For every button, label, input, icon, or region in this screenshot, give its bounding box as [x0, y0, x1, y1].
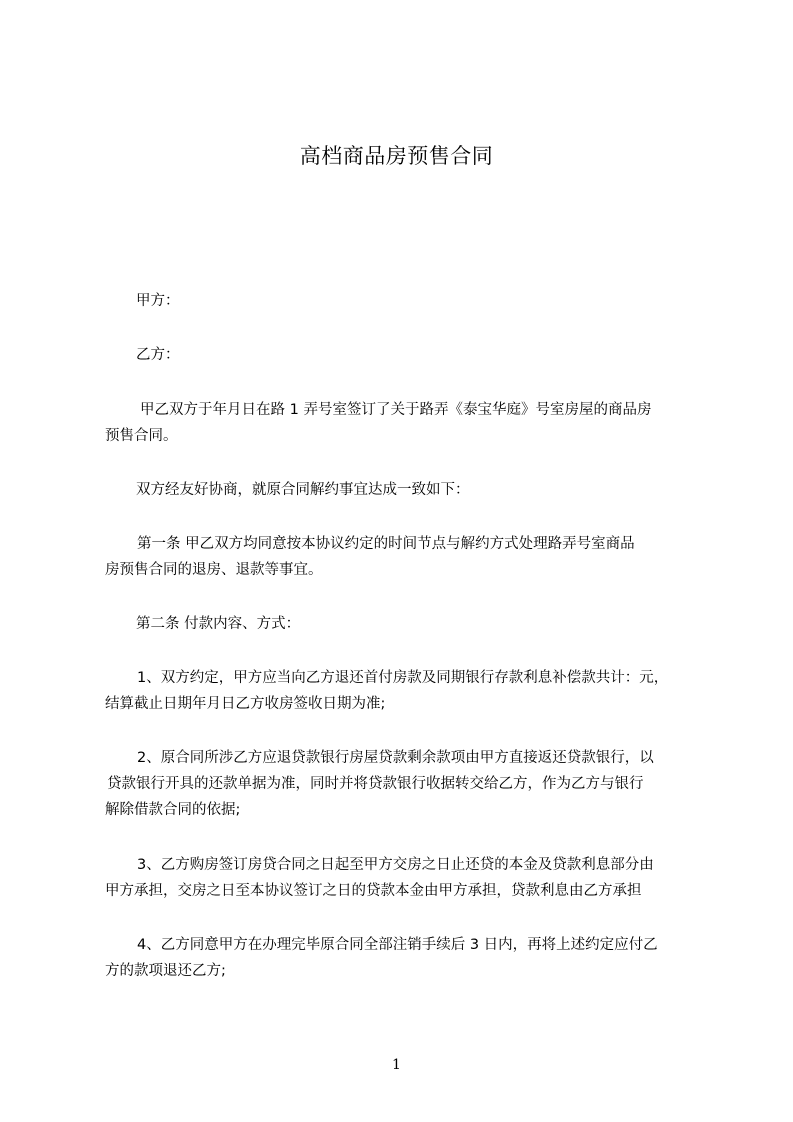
item-1-line-2: 结算截止日期年月日乙方收房签收日期为准; — [105, 696, 386, 712]
intro-line-1: 甲乙双方于年月日在路 1 弄号室签订了关于路弄《泰宝华庭》号室房屋的商品房 — [140, 402, 652, 418]
article-1-line-2: 房预售合同的退房、退款等事宜。 — [105, 562, 323, 578]
item-4-line-2: 方的款项退还乙方; — [105, 963, 226, 979]
item-4-line-1: 4、乙方同意甲方在办理完毕原合同全部注销手续后 3 日内，再将上述约定应付乙 — [137, 937, 658, 953]
item-2-line-3: 解除借款合同的依据; — [105, 802, 241, 818]
consensus-paragraph: 双方经友好协商，就原合同解约事宜达成一致如下： — [136, 482, 470, 498]
item-3-line-1: 3、乙方购房签订房贷合同之日起至甲方交房之日止还贷的本金及贷款利息部分由 — [137, 857, 654, 873]
intro-line-2: 预售合同。 — [105, 428, 178, 444]
item-2-line-2: 贷款银行开具的还款单据为准，同时并将贷款银行收据转交给乙方，作为乙方与银行 — [107, 776, 644, 792]
item-3-line-2: 甲方承担，交房之日至本协议签订之日的贷款本金由甲方承担，贷款利息由乙方承担 — [105, 883, 642, 899]
document-title: 高档商品房预售合同 — [299, 144, 494, 168]
article-1-line-1: 第一条 甲乙双方均同意按本协议约定的时间节点与解约方式处理路弄号室商品 — [137, 536, 635, 552]
item-1-line-1: 1、双方约定，甲方应当向乙方退还首付房款及同期银行存款利息补偿款共计：元， — [137, 670, 669, 686]
party-a-label: 甲方： — [136, 293, 180, 309]
page-number: 1 — [392, 1057, 401, 1073]
party-b-label: 乙方： — [136, 347, 180, 363]
item-2-line-1: 2、原合同所涉乙方应退贷款银行房屋贷款剩余款项由甲方直接返还贷款银行，以 — [137, 750, 654, 766]
article-2-heading: 第二条 付款内容、方式： — [136, 616, 301, 632]
